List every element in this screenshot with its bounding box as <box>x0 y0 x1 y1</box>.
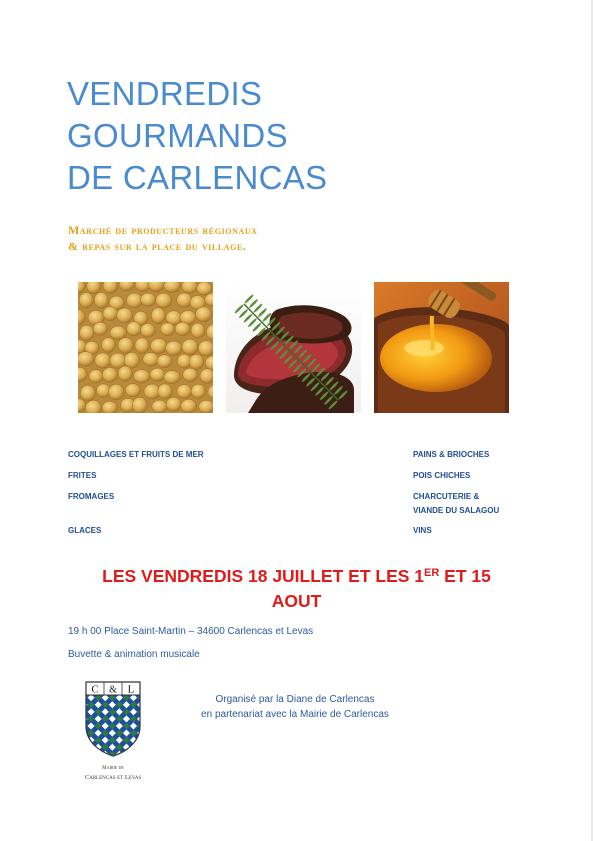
carlencas-crest-logo <box>84 680 142 763</box>
product-item: COQUILLAGES ET FRUITS DE MER <box>68 450 204 459</box>
organizer-line-2: en partenariat avec la Mairie de Carlencas <box>201 709 389 720</box>
honey-toast-photo <box>374 282 509 413</box>
flyer-subtitle <box>68 222 258 254</box>
dates-superscript: ER <box>424 567 440 579</box>
title-line-3: DE CARLENCAS <box>67 159 328 196</box>
product-item: CHARCUTERIE & <box>413 492 480 501</box>
crest-caption <box>78 765 148 782</box>
organizer-line-1: Organisé par la Diane de Carlencas <box>215 694 375 705</box>
product-item: FRITES <box>68 471 97 480</box>
dates-part-2: ET 15 <box>439 566 491 586</box>
subtitle-line-1: Marché de producteurs régionaux <box>68 223 258 237</box>
flyer-title <box>67 73 327 199</box>
products-right-column <box>413 448 583 548</box>
dates-line-1 <box>40 564 553 589</box>
subtitle-line-2: & repas sur la place du village. <box>68 239 247 253</box>
product-item: VIANDE DU SALAGOU <box>413 506 500 515</box>
crest-caption-line-1: Mairie de <box>102 766 124 771</box>
product-item: POIS CHICHES <box>413 471 471 480</box>
chickpeas-photo <box>78 282 213 413</box>
product-item: FROMAGES <box>68 492 115 501</box>
grilled-meat-photo <box>226 282 361 413</box>
product-item: PAINS & BRIOCHES <box>413 450 490 459</box>
product-item: VINS <box>413 526 432 535</box>
organizer-note <box>180 692 410 722</box>
crest-caption-line-2: Carlencas et Levas <box>84 774 142 781</box>
crest-ampersand: & <box>109 684 117 696</box>
title-line-2: GOURMANDS <box>67 117 288 154</box>
crest-letter-c: C <box>91 683 99 696</box>
buvette-note: Buvette & animation musicale <box>68 649 200 660</box>
title-line-1: VENDREDIS <box>67 75 263 112</box>
product-item: GLACES <box>68 526 102 535</box>
dates-part-1: LES VENDREDIS 18 JUILLET ET LES 1 <box>102 566 425 586</box>
event-dates <box>40 564 553 614</box>
crest-letter-l: L <box>127 683 135 696</box>
dates-line-2: AOUT <box>271 591 322 611</box>
time-and-place: 19 h 00 Place Saint-Martin – 34600 Carlencas et Levas <box>68 626 314 637</box>
products-left-column <box>68 448 268 548</box>
